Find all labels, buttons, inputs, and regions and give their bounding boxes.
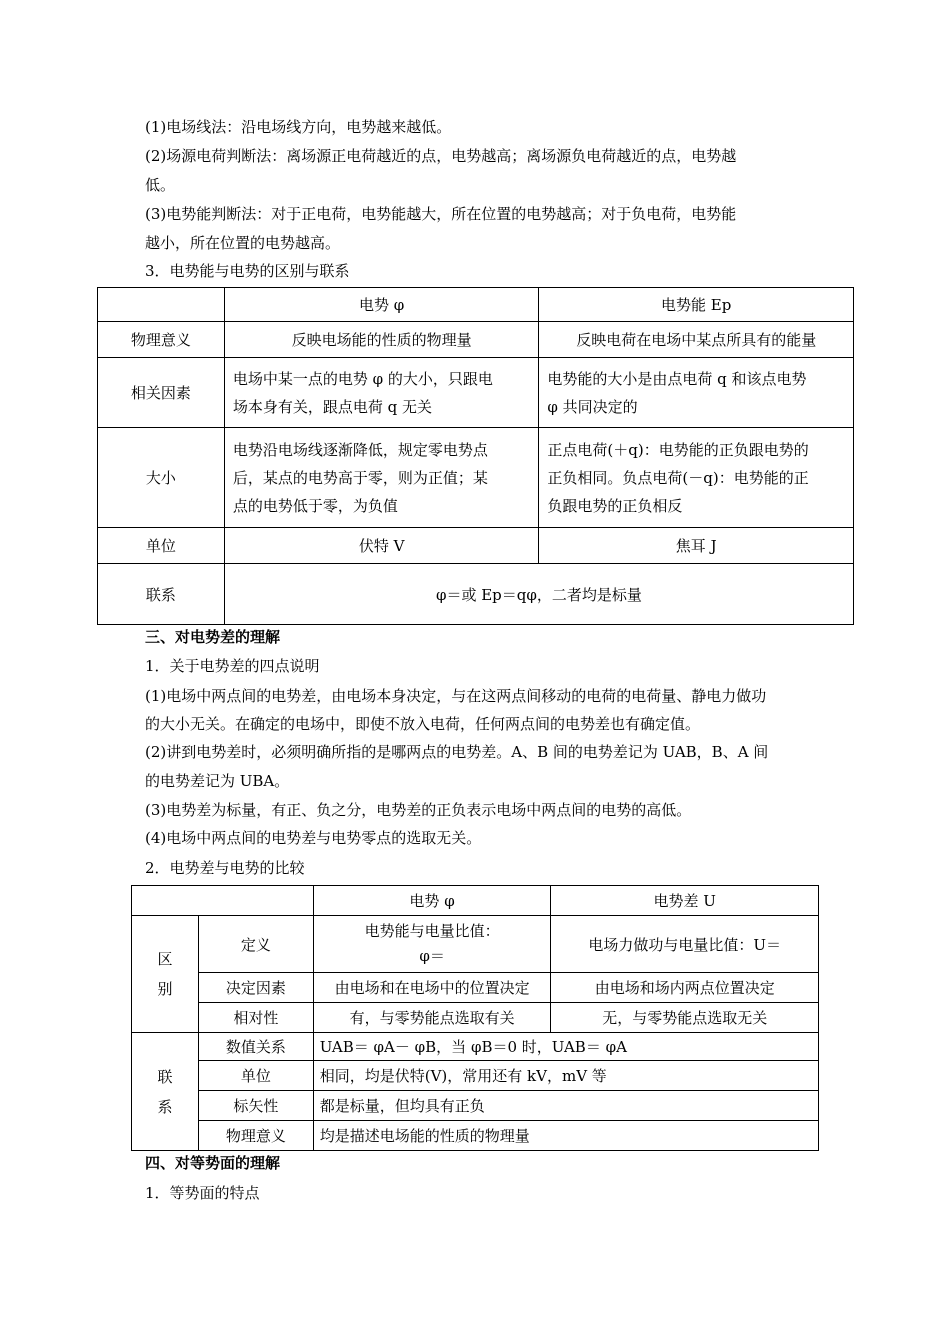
- section4-title: 四、对等势面的理解: [145, 1154, 281, 1172]
- unit-potential-energy: 焦耳 J: [539, 528, 854, 564]
- unit-potential: 伏特 V: [224, 528, 539, 564]
- row-label-physical-meaning: 物理意义: [198, 1121, 313, 1151]
- group-label-difference: [132, 916, 199, 1033]
- row-label-relation: 联系: [98, 564, 225, 625]
- empty-header-cell: [132, 886, 314, 916]
- definition-potential-line2: φ＝: [419, 947, 445, 965]
- factors-energy-line1: 电势能的大小是由点电荷 q 和该点电势: [547, 369, 807, 388]
- intro-p2-line1: (2)场源电荷判断法：离场源正电荷越近的点，电势越高；离场源负电荷越近的点，电势越: [145, 147, 737, 165]
- col-header-potential: 电势 φ: [224, 288, 539, 322]
- group-difference-char2: 别: [157, 980, 173, 998]
- size-potential-energy: [539, 428, 854, 528]
- section3-p1-line2: 的大小无关。在确定的电场中，即使不放入电荷，任何两点间的电势差也有确定值。: [145, 715, 701, 733]
- group-difference-char1: 区: [157, 950, 173, 968]
- group-relation-char2: 系: [157, 1097, 173, 1116]
- size-potential-line3: 点的电势低于零，为负值: [232, 496, 398, 515]
- relation-formula: φ＝或 Ep＝qφ，二者均是标量: [224, 564, 853, 625]
- section3-title: 三、对电势差的理解: [145, 628, 281, 646]
- definition-potential-line1: 电势能与电量比值：: [364, 922, 500, 940]
- meaning-potential: 反映电场能的性质的物理量: [224, 322, 539, 358]
- row-label-factors: 相关因素: [98, 358, 225, 428]
- section4-heading1: 1．等势面的特点: [145, 1184, 260, 1202]
- section3-p2-line2: 的电势差记为 UBA。: [145, 772, 290, 790]
- group-relation-char1: 联: [157, 1067, 173, 1086]
- factors-potential-line2: 场本身有关，跟点电荷 q 无关: [232, 397, 432, 416]
- intro-p1: (1)电场线法：沿电场线方向，电势越来越低。: [145, 118, 452, 136]
- definition-potential: [313, 916, 551, 973]
- size-potential-line1: 电势沿电场线逐渐降低，规定零电势点: [232, 440, 488, 459]
- row-label-unit: 单位: [98, 528, 225, 564]
- section3-p3: (3)电势差为标量，有正、负之分，电势差的正负表示电场中两点间的电势的高低。: [145, 801, 692, 819]
- size-potential: [224, 428, 539, 528]
- factors-energy-line2: φ 共同决定的: [547, 397, 638, 416]
- col-header-potential: 电势 φ: [313, 886, 551, 916]
- factors-potential-line1: 电场中某一点的电势 φ 的大小，只跟电: [232, 369, 493, 388]
- section3-p1-line1: (1)电场中两点间的电势差，由电场本身决定，与在这两点间移动的电荷的电荷量、静电力做功: [145, 687, 767, 705]
- unit-value: 相同，均是伏特(V)，常用还有 kV，mV 等: [313, 1061, 818, 1091]
- size-energy-line2: 正负相同。负点电荷(－q)：电势能的正: [547, 468, 809, 487]
- row-label-numeric: 数值关系: [198, 1033, 313, 1061]
- section3-p4: (4)电场中两点间的电势差与电势零点的选取无关。: [145, 829, 482, 847]
- group-label-relation: [132, 1033, 199, 1151]
- section3-heading1: 1．关于电势差的四点说明: [145, 657, 320, 675]
- intro-p3-line1: (3)电势能判断法：对于正电荷，电势能越大，所在位置的电势越高；对于负电荷，电势能: [145, 205, 737, 223]
- potential-energy-table: [97, 287, 854, 625]
- potential-difference-table: [131, 885, 819, 1151]
- col-header-potential-energy: 电势能 Ep: [539, 288, 854, 322]
- numeric-relation-value: UAB＝ φA－ φB，当 φB＝0 时，UAB＝ φA: [313, 1033, 818, 1061]
- factor-difference: 由电场和场内两点位置决定: [551, 973, 819, 1003]
- factors-potential-energy: [539, 358, 854, 428]
- row-label-definition: 定义: [198, 916, 313, 973]
- row-label-relativity: 相对性: [198, 1003, 313, 1033]
- physical-meaning-value: 均是描述电场能的性质的物理量: [313, 1121, 818, 1151]
- intro-p2-line2: 低。: [145, 176, 176, 194]
- factors-potential: [224, 358, 539, 428]
- relativity-difference: 无，与零势能点选取无关: [551, 1003, 819, 1033]
- section3-heading2: 2．电势差与电势的比较: [145, 859, 305, 877]
- factor-potential: 由电场和在电场中的位置决定: [313, 973, 551, 1003]
- size-potential-line2: 后，某点的电势高于零，则为正值；某: [232, 468, 488, 487]
- col-header-potential-difference: 电势差 U: [551, 886, 819, 916]
- intro-p3-line2: 越小，所在位置的电势越高。: [145, 234, 341, 252]
- vector-value: 都是标量，但均具有正负: [313, 1091, 818, 1121]
- meaning-potential-energy: 反映电荷在电场中某点所具有的能量: [539, 322, 854, 358]
- relativity-potential: 有，与零势能点选取有关: [313, 1003, 551, 1033]
- section3-p2-line1: (2)讲到电势差时，必须明确所指的是哪两点的电势差。A、B 间的电势差记为 UAB，B、A 间: [145, 743, 769, 761]
- row-label-factor: 决定因素: [198, 973, 313, 1003]
- row-label-vector: 标矢性: [198, 1091, 313, 1121]
- size-energy-line1: 正点电荷(＋q)：电势能的正负跟电势的: [547, 440, 809, 459]
- empty-header-cell: [98, 288, 225, 322]
- definition-difference: 电场力做功与电量比值：U＝: [551, 916, 819, 973]
- row-label-meaning: 物理意义: [98, 322, 225, 358]
- row-label-unit: 单位: [198, 1061, 313, 1091]
- row-label-size: 大小: [98, 428, 225, 528]
- heading-3: 3．电势能与电势的区别与联系: [145, 262, 350, 280]
- size-energy-line3: 负跟电势的正负相反: [547, 496, 683, 515]
